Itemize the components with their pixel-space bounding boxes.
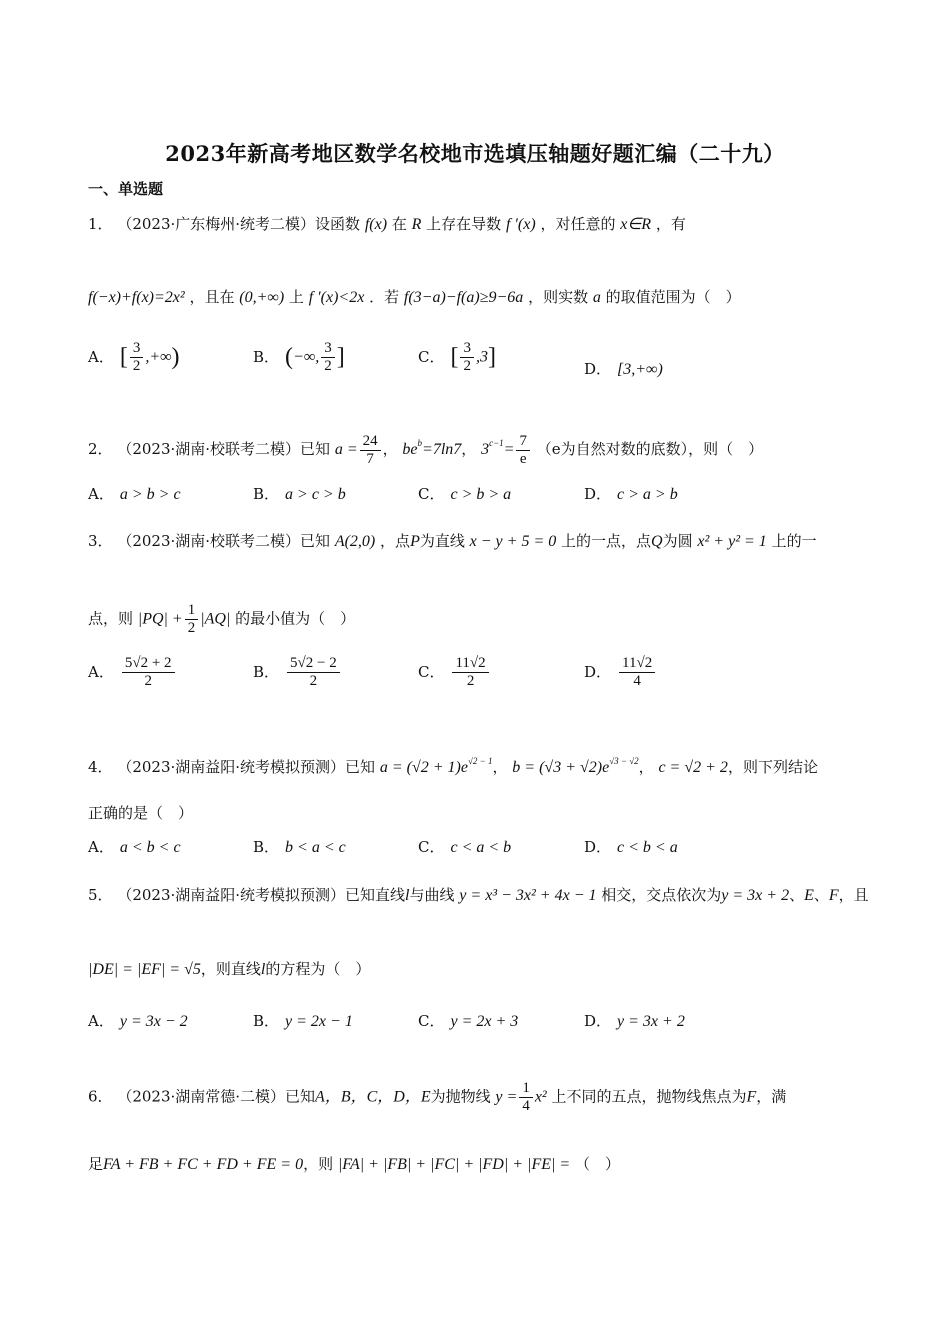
q3-text: 点，则 [88, 609, 134, 628]
q5-text: 相交，交点依次为 [601, 886, 722, 904]
q3-text: 上的一 [771, 532, 817, 550]
option-label: B． [253, 1012, 280, 1030]
q1-source: （2023·广东梅州·统考二模）设函数 [117, 215, 361, 233]
q3-option-d[interactable] [584, 655, 657, 690]
question-1-line-2 [88, 286, 741, 309]
frac-num: 3 [130, 340, 144, 358]
section-heading: 一、单选题 [88, 180, 164, 198]
q4-c: c = √2 + 2 [658, 759, 728, 776]
q2-text: （e为自然对数的底数），则（ ） [536, 440, 764, 458]
q2-b-sup: b [417, 438, 423, 448]
option-text: c < a < b [450, 839, 512, 856]
question-5-line-2 [88, 958, 370, 981]
q6-text: ，满 [756, 1087, 787, 1106]
option-label: A． [88, 1012, 114, 1030]
option-text: [3,+∞) [617, 361, 663, 378]
q3-source: （2023·湖南·校联考二模）已知 [117, 532, 331, 550]
q5-condition: |DE| = |EF| = √5 [88, 961, 201, 978]
q6-text: 上不同的五点，抛物线焦点为 [551, 1087, 747, 1106]
q2-c-sup: c−1 [489, 438, 504, 448]
q5-number: 5． [88, 886, 113, 904]
q5-e: E [804, 887, 814, 904]
frac-num: 3 [321, 340, 335, 358]
q3-text: 的最小值为（ ） [235, 609, 356, 628]
q2-b-rhs: =7ln7 [422, 441, 462, 458]
option-label: C． [418, 347, 445, 366]
q1-option-d[interactable] [584, 358, 663, 379]
option-text: a > c > b [285, 486, 346, 503]
q1-text: 上存在导数 [426, 215, 502, 233]
option-label: A． [88, 347, 114, 366]
frac-num: 1 [519, 1080, 533, 1098]
option-text: ,3 [475, 348, 488, 366]
option-label: C． [418, 838, 445, 856]
option-label: B． [253, 662, 280, 681]
q5-text: ，且 [838, 886, 869, 904]
q1-number: 1． [88, 215, 113, 233]
q1-fpx: f ′(x) [505, 216, 536, 233]
q3-line-eq: x − y + 5 = 0 [469, 533, 557, 550]
option-label: D． [584, 485, 612, 503]
q6-y: y = [495, 1088, 518, 1106]
q1-text: ．若 [369, 288, 400, 306]
q1-text: ，且在 [189, 288, 235, 306]
q6-text: 足 [88, 1155, 104, 1173]
q4-b-sup: √3 − √2 [609, 756, 639, 766]
q5-l: l [260, 961, 266, 978]
frac-num: 5√2 + 2 [122, 655, 175, 673]
question-2-line-1 [88, 432, 763, 468]
q3-expr: |AQ| [200, 610, 231, 628]
q4-number: 4． [88, 758, 113, 776]
q2-b: be [402, 441, 418, 458]
q5-curve: y = x³ − 3x² + 4x − 1 [459, 887, 597, 904]
frac-den: 2 [324, 358, 332, 374]
question-4-line-1 [88, 750, 818, 779]
q6-text: 为抛物线 [430, 1087, 491, 1106]
question-3-line-2 [88, 602, 355, 637]
option-label: C． [418, 485, 445, 503]
q1-text: 的取值范围为（ ） [605, 288, 741, 306]
q2-option-a[interactable] [88, 483, 181, 504]
q1-text: 在 [391, 215, 407, 233]
question-4-line-2 [88, 802, 193, 824]
frac-den: 4 [522, 1098, 530, 1114]
q3-text: ，点 [380, 532, 411, 550]
q3-expr: |PQ| + [137, 610, 183, 628]
option-text: a > b > c [119, 486, 181, 503]
q2-text: ， [382, 440, 398, 458]
frac-den: 2 [187, 620, 196, 636]
q5-text: 、 [813, 886, 829, 904]
q5-text: 与曲线 [409, 886, 455, 904]
q1-option-b[interactable]: B． (−∞, $\frac{3}{2}$ ] [253, 340, 345, 374]
q5-option-a[interactable] [88, 1010, 188, 1031]
q3-text: 上的一点，点 [561, 532, 652, 550]
q3-circle-eq: x² + y² = 1 [697, 533, 767, 550]
q5-option-d[interactable] [584, 1010, 685, 1031]
frac-den: 2 [144, 673, 152, 689]
option-label: D． [584, 662, 612, 681]
question-1-line-1 [88, 213, 686, 236]
option-text: y = 2x − 1 [285, 1013, 353, 1030]
option-label: C． [418, 662, 445, 681]
q1-R: R [411, 216, 422, 233]
q6-source: （2023·湖南常德·二模）已知 [117, 1087, 316, 1106]
frac-num: 24 [360, 433, 381, 451]
option-label: C． [418, 1012, 445, 1030]
q3-point-a: A(2,0) [334, 533, 376, 550]
frac-den: 2 [309, 673, 318, 689]
q6-sum: |FA| + |FB| + |FC| + |FD| + |FE| = [337, 1156, 571, 1173]
frac-den: e [519, 450, 527, 467]
q4-source: （2023·湖南益阳·统考模拟预测）已知 [117, 758, 376, 776]
q1-interval: (0,+∞) [239, 289, 285, 306]
q4-b: b = (√3 + √2)e [512, 759, 610, 776]
option-text: −∞, [293, 348, 320, 366]
q5-d: y = 3x + 2 [721, 887, 790, 904]
q4-a: a = (√2 + 1)e [379, 759, 468, 776]
option-text: y = 3x + 2 [617, 1013, 685, 1030]
option-text: c < b < a [617, 839, 678, 856]
q2-source: （2023·湖南·校联考二模）已知 [117, 440, 331, 458]
q3-number: 3． [88, 532, 113, 550]
q4-option-b[interactable] [253, 836, 346, 857]
q1-option-c[interactable]: C． [ $\frac{3}{2}$ ,3] [418, 340, 496, 374]
q5-source: （2023·湖南益阳·统考模拟预测）已知直线 [117, 886, 406, 904]
q1-equation: f(−x)+f(x)=2x² [88, 289, 185, 306]
frac-num: 11√2 [619, 655, 655, 673]
frac-den: 2 [463, 358, 471, 374]
q5-option-c[interactable] [418, 1010, 518, 1031]
q5-text: 、 [789, 886, 805, 904]
q1-text: 上 [288, 288, 304, 306]
q2-option-d[interactable] [584, 483, 678, 504]
q4-option-d[interactable] [584, 836, 678, 857]
option-text: ,+∞ [145, 348, 172, 366]
q6-points: A，B，C，D，E [315, 1088, 431, 1106]
q4-option-a[interactable] [88, 836, 181, 857]
q3-p: P [410, 533, 420, 550]
q3-option-c[interactable] [418, 655, 491, 690]
q4-option-c[interactable] [418, 836, 511, 857]
q6-number: 6． [88, 1087, 113, 1106]
q2-c: 3 [481, 441, 490, 458]
option-text: a < b < c [119, 839, 181, 856]
question-6-line-1 [88, 1080, 786, 1115]
q3-text: 为圆 [662, 532, 693, 550]
option-label: A． [88, 485, 114, 503]
q5-f: F [828, 887, 839, 904]
frac-num: 5√2 − 2 [287, 655, 340, 673]
q4-text: 正确的是（ ） [88, 804, 194, 822]
option-label: A． [88, 838, 114, 856]
frac-den: 2 [466, 673, 475, 689]
q6-vector-eq: FA + FB + FC + FD + FE = 0 [103, 1156, 304, 1173]
q4-text: ， [492, 758, 508, 776]
q3-option-b[interactable] [253, 655, 342, 690]
frac-den: 4 [633, 673, 641, 689]
option-label: B． [253, 838, 280, 856]
option-label: D． [584, 360, 612, 378]
q6-text: ，则 [303, 1155, 334, 1173]
q4-a-sup: √2 − 1 [467, 756, 493, 766]
question-5-line-1 [88, 884, 869, 907]
option-label: A． [88, 662, 114, 681]
q5-text: ，则直线 [200, 960, 261, 978]
frac-den: 2 [132, 358, 141, 374]
page-title: 2023年新高考地区数学名校地市选填压轴题好题汇编（二十九） [165, 141, 785, 166]
option-text: b < a < c [285, 839, 346, 856]
option-label: D． [584, 838, 612, 856]
option-text: c > b > a [450, 486, 512, 503]
q6-f: F [746, 1088, 757, 1106]
option-text: y = 3x − 2 [119, 1013, 188, 1030]
question-3-line-1 [88, 530, 817, 553]
q2-c-eq: = [503, 441, 515, 458]
frac-num: 3 [460, 340, 474, 358]
q1-option-a[interactable]: A． [ $\frac{3}{2}$ ,+∞) [88, 340, 180, 374]
frac-num: 11√2 [452, 655, 488, 673]
q1-text: ，有 [655, 215, 686, 233]
q5-text: 的方程为（ ） [265, 960, 371, 978]
q1-inequality: f ′(x)<2x [308, 289, 365, 306]
q2-option-c[interactable] [418, 483, 511, 504]
option-label: B． [253, 485, 280, 503]
q1-text: ，则实数 [528, 288, 589, 306]
q3-text: 为直线 [419, 532, 465, 550]
q1-condition: f(3−a)−f(a)≥9−6a [403, 289, 524, 306]
option-text: y = 2x + 3 [450, 1013, 519, 1030]
frac-den: 7 [366, 450, 374, 467]
q1-text: ，对任意的 [540, 215, 616, 233]
q2-number: 2． [88, 440, 113, 458]
q2-option-b[interactable] [253, 483, 346, 504]
q5-l: l [405, 887, 410, 904]
q2-a: a = [334, 441, 358, 458]
q1-a: a [592, 289, 601, 306]
q1-fx: f(x) [364, 216, 388, 233]
q3-q: Q [651, 533, 663, 550]
q2-text: ， [461, 440, 477, 458]
q4-text: ， [638, 758, 654, 776]
q4-text: ，则下列结论 [727, 758, 818, 776]
frac-num: 7 [516, 433, 530, 451]
q6-x2: x² [534, 1088, 547, 1106]
question-6-line-2 [88, 1153, 620, 1176]
q5-option-b[interactable] [253, 1010, 353, 1031]
q6-text: （ ） [574, 1155, 620, 1173]
option-text: c > a > b [617, 486, 678, 503]
q1-x-in-R: x∈R [620, 216, 652, 233]
q3-option-a[interactable] [88, 655, 177, 690]
frac-num: 1 [185, 602, 199, 620]
option-label: D． [584, 1012, 612, 1030]
option-label: B． [253, 347, 280, 366]
